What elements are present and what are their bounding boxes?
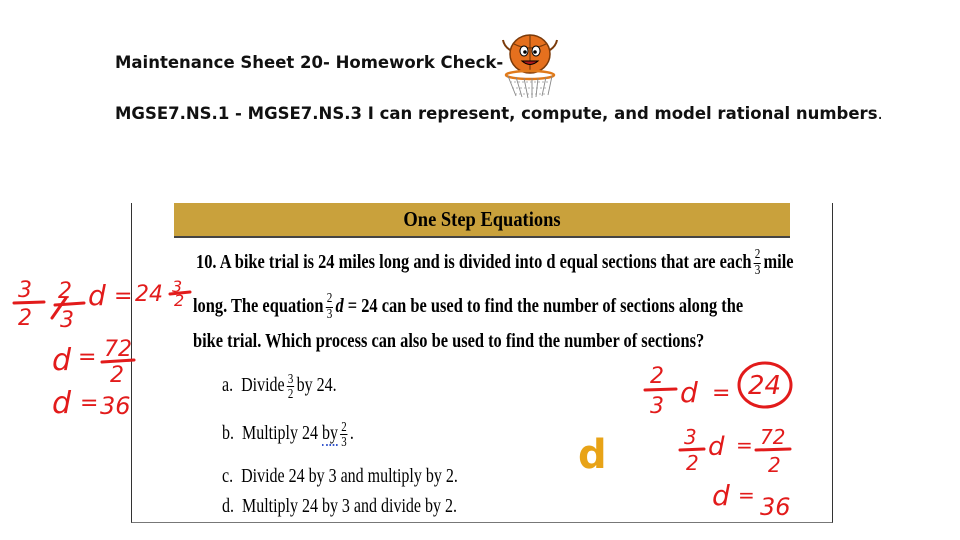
option-text: Divide 24 by 3 and multiply by 2.: [241, 466, 458, 487]
ink-variable: d: [52, 386, 72, 421]
sheet-title: Maintenance Sheet 20- Homework Check-: [115, 53, 504, 72]
question-line-3: bike trial. Which process can also be used to find the number of sections?: [193, 330, 705, 352]
ink-equals: =: [736, 433, 753, 457]
ink-digit: 3: [60, 308, 74, 333]
ink-digit: 3: [684, 425, 697, 449]
ink-digit: 3: [650, 394, 664, 419]
answer-mark: d: [578, 432, 607, 478]
ink-variable: d: [88, 279, 106, 312]
ink-number: 24: [748, 371, 782, 401]
question-text: mile: [763, 250, 794, 273]
question-line-2: [193, 292, 743, 322]
ink-fraction-bar: [55, 303, 84, 305]
option-letter: b.: [222, 422, 234, 444]
ink-equals: =: [738, 483, 755, 507]
option-a[interactable]: [222, 372, 337, 401]
fraction-denominator: 3: [326, 306, 333, 322]
option-text: Multiply 24 by 3 and divide by 2.: [241, 496, 457, 517]
card-title: One Step Equations: [174, 203, 790, 238]
ink-fraction-bar: [14, 302, 44, 303]
ink-digit: 2: [650, 364, 664, 389]
ink-fraction-bar: [102, 360, 134, 362]
ink-number: 72: [760, 425, 786, 449]
ink-number: 36: [760, 493, 791, 521]
ink-equals: =: [78, 345, 97, 370]
ink-cancel-stroke: [52, 298, 66, 318]
fraction-numerator: 2: [754, 247, 761, 262]
ink-digit: 2: [110, 363, 124, 388]
ink-equals: =: [114, 284, 133, 309]
option-text: .: [349, 422, 354, 444]
equation-variable: d: [335, 294, 344, 317]
ink-number: 72: [104, 337, 132, 362]
ink-number: 36: [100, 392, 131, 420]
option-c[interactable]: [222, 466, 458, 488]
option-text: Divide: [241, 374, 285, 396]
fraction: [326, 292, 333, 322]
ink-digit: 3: [18, 278, 32, 303]
question-text: 10. A bike trial is 24 miles long and is divided into d equal sections that are each: [196, 250, 752, 273]
option-b[interactable]: [222, 420, 354, 449]
option-letter: c.: [222, 466, 234, 487]
standard-text: MGSE7.NS.1 - MGSE7.NS.3 I can represent, compute, and model rational numbers: [115, 104, 878, 123]
ink-digit: 3: [172, 277, 183, 296]
fraction-numerator: 2: [341, 419, 347, 434]
ink-variable: d: [712, 479, 730, 512]
question-text: = 24 can be used to find the number of sections along the: [347, 294, 744, 317]
fraction-denominator: 3: [754, 262, 761, 278]
option-text: by 24.: [296, 374, 337, 396]
ink-variable: d: [680, 376, 698, 409]
ink-variable: d: [708, 432, 725, 462]
ink-digit: 2: [686, 451, 699, 475]
basketball-mascot-icon: [494, 30, 564, 100]
option-text: Multiply 24: [241, 422, 318, 444]
learning-standard: [115, 104, 883, 123]
ink-digit: 2: [174, 291, 185, 310]
ink-variable: d: [52, 343, 72, 378]
option-letter: a.: [222, 374, 234, 396]
option-d[interactable]: [222, 496, 457, 518]
fraction-numerator: 2: [326, 291, 333, 306]
standard-period: .: [877, 104, 883, 123]
fraction-denominator: 2: [287, 385, 294, 401]
fraction-numerator: 3: [287, 371, 294, 386]
ink-digit: 2: [18, 306, 32, 331]
spellcheck-underline: by: [321, 422, 338, 444]
ink-digit: 2: [768, 453, 781, 477]
ink-equals: =: [712, 381, 731, 406]
fraction: [754, 248, 761, 278]
question-text: long. The equation: [193, 294, 324, 317]
fraction-denominator: 3: [341, 433, 347, 449]
question-line-1: [196, 248, 794, 278]
fraction: [287, 372, 294, 401]
fraction: [340, 420, 347, 449]
ink-digit: 2: [58, 279, 72, 304]
ink-equals: =: [80, 391, 99, 416]
ink-number: 24: [135, 282, 163, 307]
option-letter: d.: [222, 496, 234, 517]
